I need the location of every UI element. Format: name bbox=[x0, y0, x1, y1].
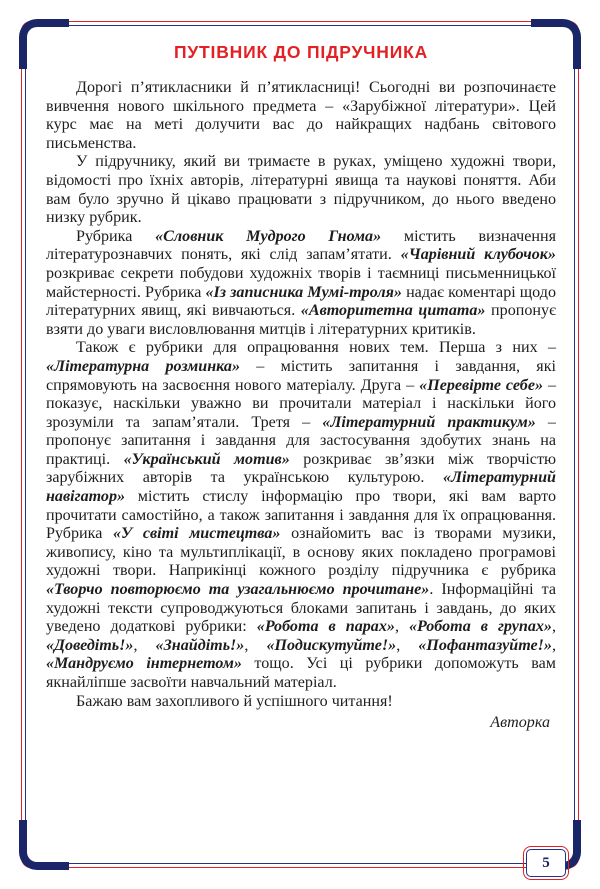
body-text bbox=[46, 79, 556, 711]
text-run: У підручнику, який ви тримаєте в руках, уміщено художні твори, відомості про їхніх авторів, літературні явища та наукові поняття. Аби вам було зручно й цікаво працювати з підручником, до нього введено низку рубрик. bbox=[46, 153, 556, 227]
paragraph bbox=[46, 228, 556, 340]
text-run: Бажаю вам захопливого й успішного читання! bbox=[76, 692, 393, 710]
text-run: містить визначення літературознавчих понять, які слід запам’ятати. bbox=[46, 227, 557, 264]
text-run: Дорогі п’ятикласники й п’ятикласниці! Сьогодні ви розпочинаєте вивчення нового шкільного предмета – «Зарубіжної літератури». Цей курс має на меті долучити вас до найкращих надбань світового письменства. bbox=[46, 79, 556, 152]
rubric-name: «Чарівний клубочок» bbox=[400, 246, 556, 264]
rubric-name: «Словник Мудрого Гнома» bbox=[155, 227, 382, 245]
rubric-name: «У світі мистецтва» bbox=[112, 525, 281, 543]
text-run: розкриває секрети побудови художніх творів і таємниці письменницької майстерності. Рубрика bbox=[46, 264, 556, 301]
rubric-name: «Літературна розминка» bbox=[46, 357, 240, 375]
rubric-name: «Знайдіть!» bbox=[155, 636, 245, 654]
rubric-name: «Авторитетна цитата» bbox=[300, 302, 486, 320]
author-signature: Авторка bbox=[490, 714, 550, 732]
paragraph bbox=[46, 79, 556, 153]
text-run: пропонує взяти до уваги висловлювання митців і літературних критиків. bbox=[46, 302, 556, 338]
text-run: – містить запитання і завдання, які спрямовують на засвоєння нового матеріалу. Друга – bbox=[46, 357, 556, 394]
rubric-name: «Робота в парах» bbox=[256, 618, 395, 636]
text-run: надає коментарі щодо літературних явищ, які вивчаються. bbox=[46, 283, 557, 320]
rubric-name: «Український мотив» bbox=[123, 450, 290, 468]
text-run: Також є рубрики для опрацювання нових тем. Перша з них – bbox=[76, 339, 556, 357]
text-run: тощо. Усі ці рубрики допоможуть вам якнайліпше засвоїти навчальний матеріал. bbox=[46, 655, 556, 691]
paragraph bbox=[46, 339, 556, 692]
text-run: , bbox=[551, 636, 556, 654]
rubric-name: «Подискутуйте!» bbox=[266, 636, 397, 654]
text-run: розкриває зв’язки між творчістю зарубіжних авторів та українською культурою. bbox=[46, 450, 556, 487]
paragraph bbox=[46, 693, 556, 712]
text-run: містить стислу інформацію про твори, які вам варто прочитати самостійно, а також запитання і завдання для їх опрацювання. Рубрика bbox=[46, 488, 556, 543]
rubric-name: «Із записника Мумі-троля» bbox=[205, 283, 402, 301]
page-title: ПУТІВНИК ДО ПІДРУЧНИКА bbox=[173, 42, 429, 62]
text-run: , bbox=[133, 636, 156, 654]
rubric-name: «Пофантазуйте!» bbox=[418, 636, 552, 654]
rubric-name: «Літературний практикум» bbox=[322, 413, 536, 431]
text-run: ознайомить вас із творами музики, живопису, кіно та мультиплікації, в основу яких покладено програмові художні твори. Наприкінці кожного розділу підручника є рубрика bbox=[46, 525, 556, 580]
rubric-name: «Літературний навігатор» bbox=[46, 469, 556, 506]
text-run: , bbox=[551, 618, 556, 636]
text-run: – пропонує запитання і завдання для застосування здобутих знань на практиці. bbox=[46, 413, 556, 468]
text-run: , bbox=[394, 618, 409, 636]
text-run: . Інформаційні та художні тексти супроводжуються блоками запитань і завдань, до яких уведено додаткові рубрики: bbox=[46, 581, 556, 636]
rubric-name: «Доведіть!» bbox=[46, 636, 134, 654]
rubric-name: «Творчо повторюємо та узагальнюємо прочитане» bbox=[46, 581, 430, 599]
rubric-name: «Перевірте себе» bbox=[419, 376, 544, 394]
rubric-name: «Мандруємо інтернетом» bbox=[46, 655, 242, 673]
page-number: 5 bbox=[526, 849, 566, 877]
text-run: , bbox=[244, 636, 267, 654]
page-content bbox=[46, 42, 556, 859]
rubric-name: «Робота в групах» bbox=[408, 618, 552, 636]
paragraph bbox=[46, 153, 556, 227]
text-run: Рубрика bbox=[76, 227, 156, 245]
text-run: – показує, наскільки уважно ви прочитали матеріал і наскільки його зрозуміли та запам’ятали. Третя – bbox=[46, 376, 557, 431]
text-run: , bbox=[396, 636, 419, 654]
